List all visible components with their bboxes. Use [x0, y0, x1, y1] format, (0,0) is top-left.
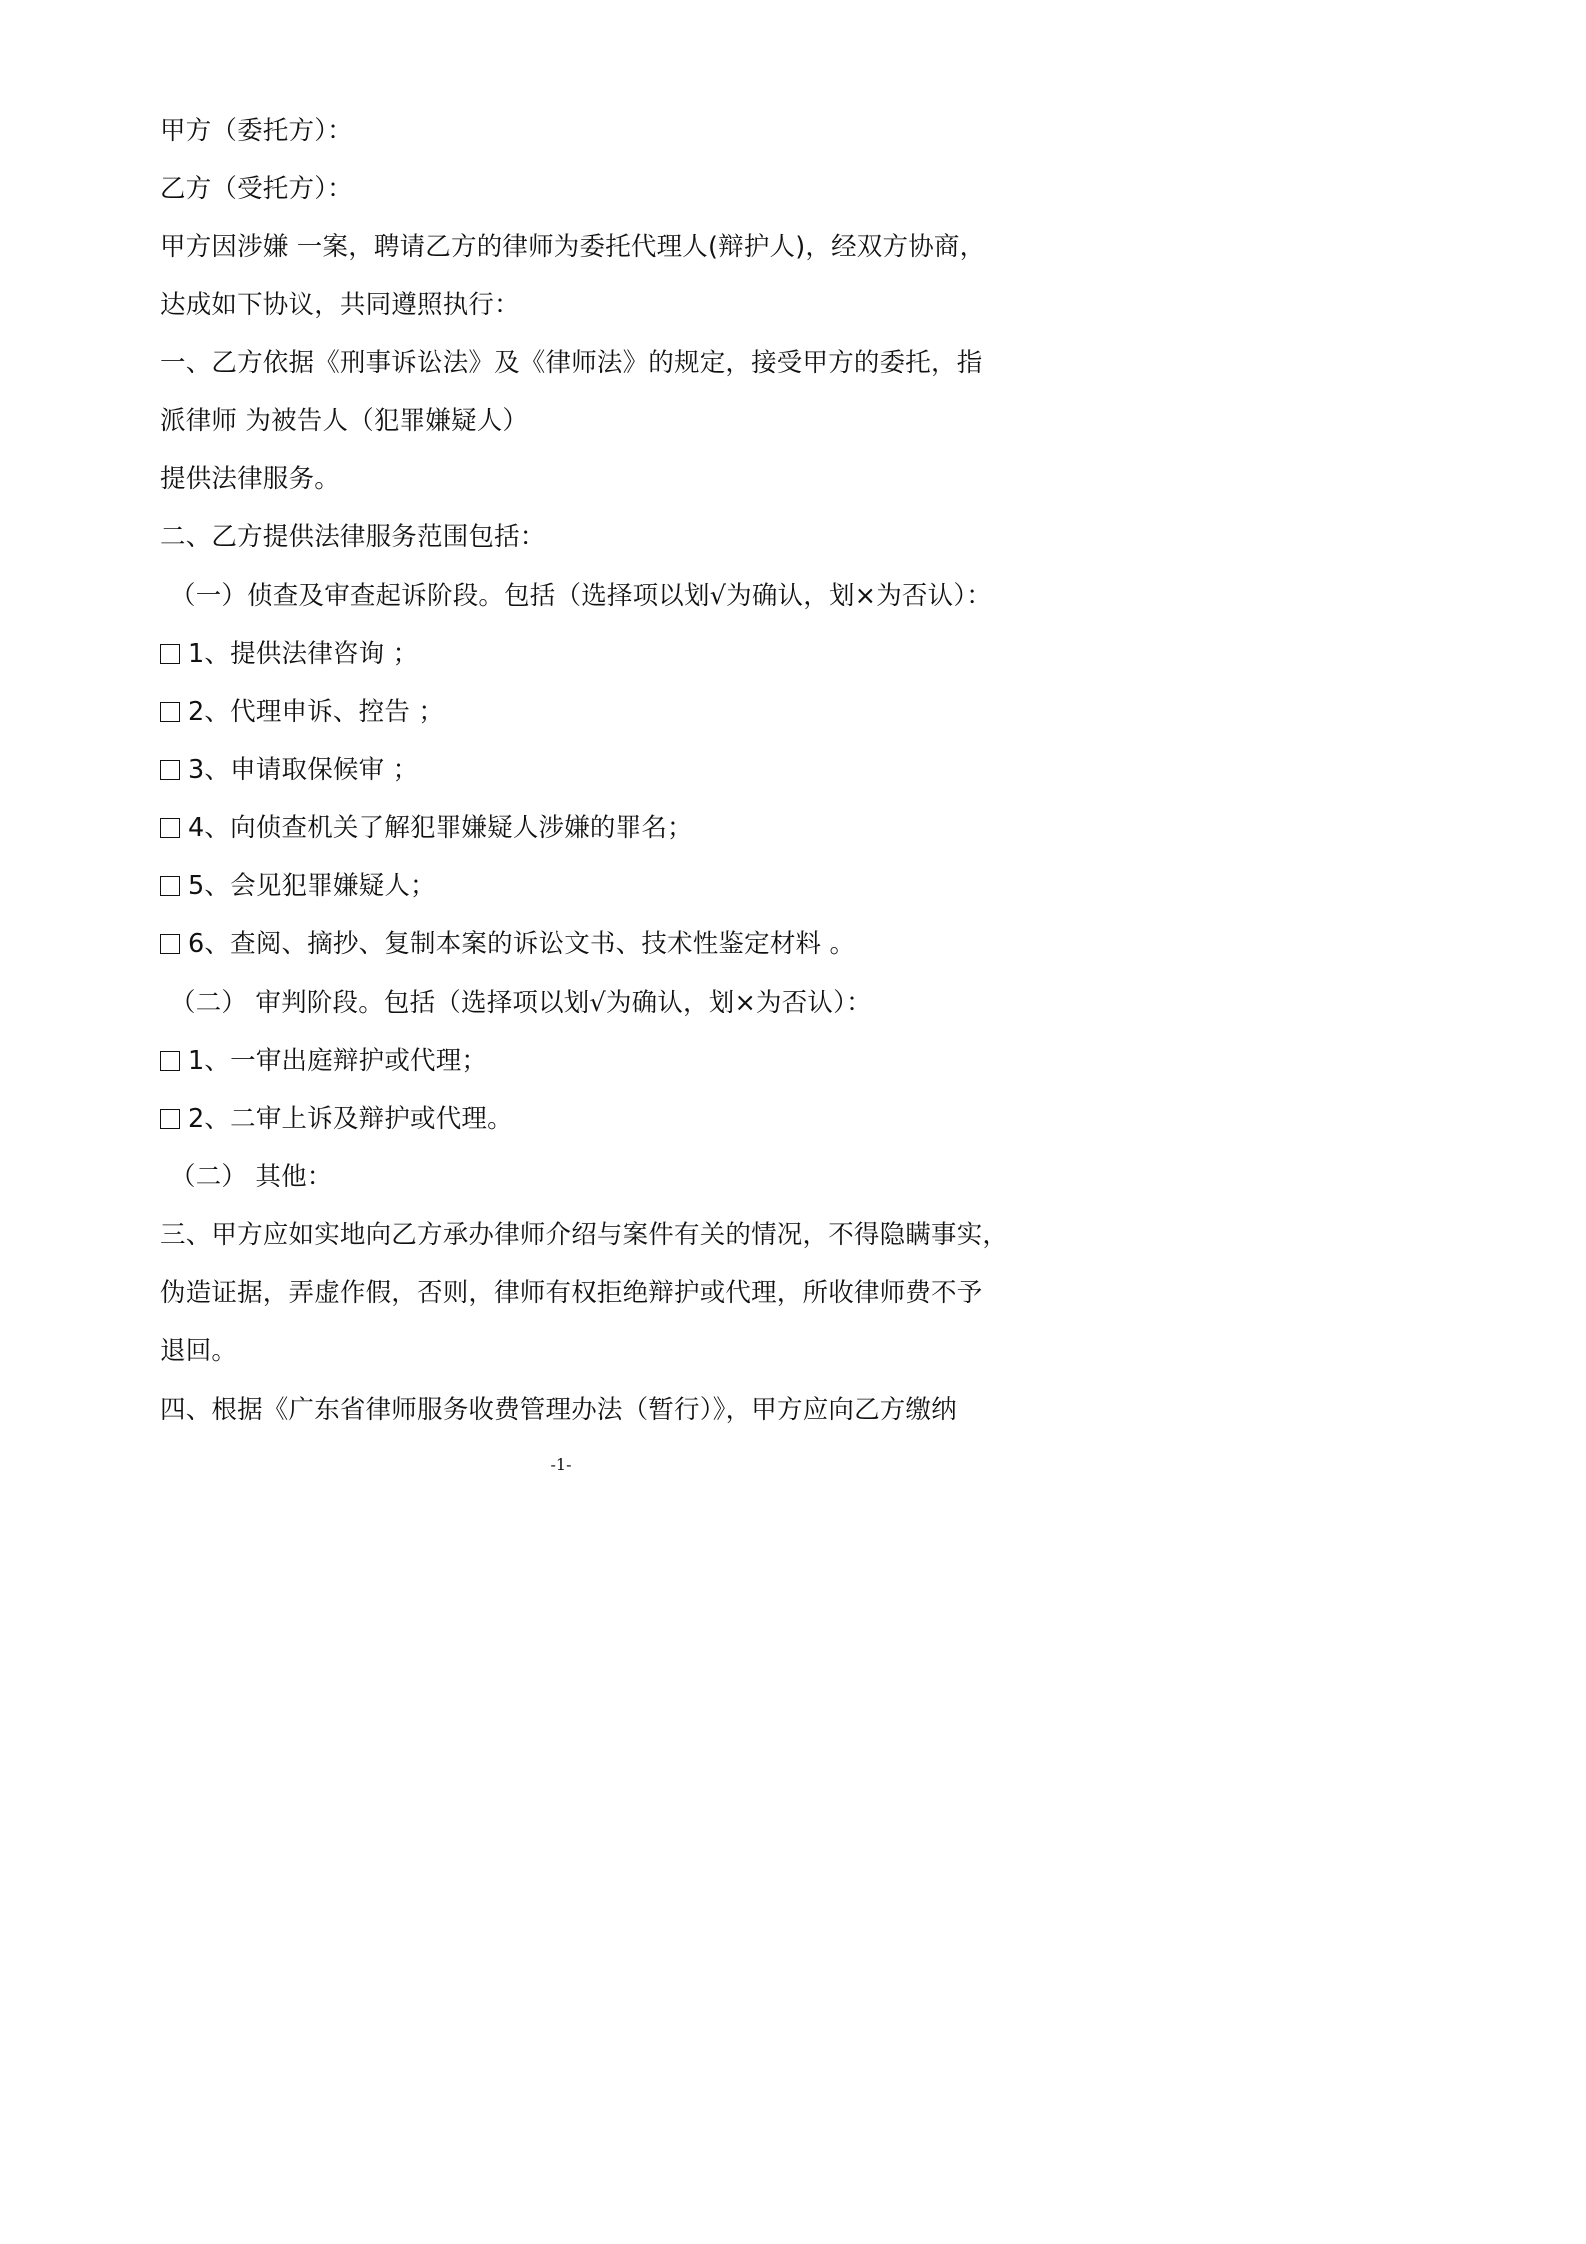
section-2-heading: 二、乙方提供法律服务范围包括： [160, 522, 546, 552]
checklist-item-label: 1、提供法律咨询 ； [188, 639, 419, 669]
section-3-line-2: 伪造证据，弄虚作假，否则，律师有权拒绝辩护或代理，所收律师费不予 [160, 1278, 983, 1308]
checklist-item-label: 6、查阅、摘抄、复制本案的诉讼文书、技术性鉴定材料 。 [188, 929, 856, 959]
checklist-item-label: 4、向侦查机关了解犯罪嫌疑人涉嫌的罪名； [188, 813, 693, 843]
section-1-line-1: 一、乙方依据《刑事诉讼法》及《律师法》的规定，接受甲方的委托，指 [160, 348, 983, 378]
checklist-item [160, 811, 693, 845]
subsection-2-heading: （二） 审判阶段。包括（选择项以划√为确认，划×为否认）： [170, 988, 872, 1018]
intro-line-1: 甲方因涉嫌 一案，聘请乙方的律师为委托代理人(辩护人)，经双方协商， [160, 232, 986, 262]
checklist-item [160, 1044, 487, 1078]
checklist-item [160, 753, 418, 787]
checklist-item-label: 2、代理申诉、控告 ； [188, 697, 445, 727]
section-4-line-1: 四、根据《广东省律师服务收费管理办法（暂行）》，甲方应向乙方缴纳 [160, 1395, 957, 1425]
checkbox[interactable] [160, 702, 180, 722]
page-number: -1- [550, 1455, 572, 1474]
checklist-item [160, 1102, 513, 1136]
checkbox[interactable] [160, 934, 180, 954]
checklist-item [160, 637, 418, 671]
checkbox[interactable] [160, 1051, 180, 1071]
checkbox[interactable] [160, 876, 180, 896]
checklist-item [160, 869, 436, 903]
checklist-item-label: 2、二审上诉及辩护或代理。 [188, 1104, 513, 1134]
section-1-line-3: 提供法律服务。 [160, 464, 340, 494]
party-b-line: 乙方（受托方）： [160, 174, 353, 204]
checklist-item [160, 927, 855, 961]
checkbox[interactable] [160, 818, 180, 838]
checkbox[interactable] [160, 1109, 180, 1129]
section-3-line-1: 三、甲方应如实地向乙方承办律师介绍与案件有关的情况，不得隐瞒事实， [160, 1220, 1009, 1250]
subsection-1-heading: （一）侦查及审查起诉阶段。包括（选择项以划√为确认，划×为否认）： [170, 581, 992, 611]
section-1-line-2: 派律师 为被告人（犯罪嫌疑人） [160, 406, 529, 436]
subsection-3-heading: （二） 其他： [170, 1162, 333, 1192]
party-a-line: 甲方（委托方）： [160, 116, 353, 146]
intro-line-2: 达成如下协议，共同遵照执行： [160, 290, 520, 320]
section-3-line-3: 退回。 [160, 1336, 238, 1366]
checklist-item [160, 695, 444, 729]
checklist-item-label: 1、一审出庭辩护或代理； [188, 1046, 488, 1076]
checklist-item-label: 3、申请取保候审 ； [188, 755, 419, 785]
checklist-item-label: 5、会见犯罪嫌疑人； [188, 871, 436, 901]
checkbox[interactable] [160, 644, 180, 664]
checkbox[interactable] [160, 760, 180, 780]
